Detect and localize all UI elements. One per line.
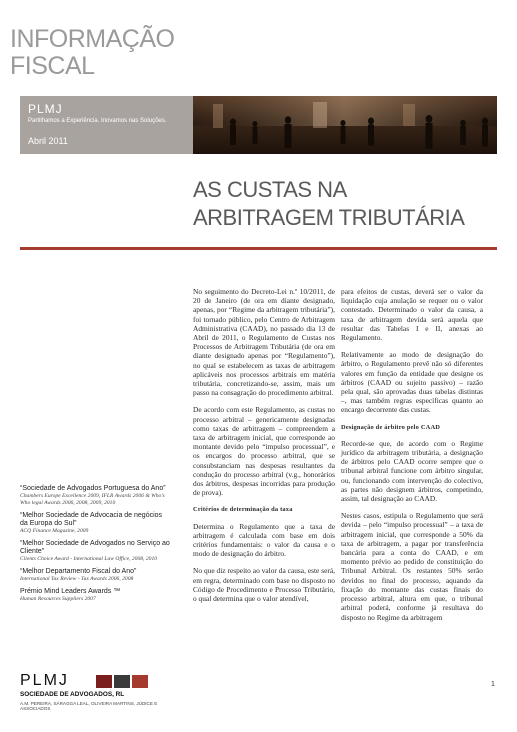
logo-square bbox=[114, 675, 130, 688]
section-heading: Designação de árbitro pelo CAAD bbox=[341, 423, 441, 431]
paragraph: De acordo com este Regulamento, as custas no processo arbitral – genericamente designadas como taxas de arbitragem – compreendem a taxa de arbitragem inicial, que corresponde ao montante devido pelo “impulso processual”, e os encargos do processo arbitral, que se consubstanciam nas despesas resultantes da condução do processo arbitral (v.g., honorários dos árbitros, despesas incorridas para produção de prova). bbox=[193, 405, 335, 498]
paragraph: No seguimento do Decreto-Lei n.º 10/2011, de 20 de Janeiro (de ora em diante designado, apenas, por “Regime da arbitragem tributária”), foi tornado público, pelo Centro de Arbitragem Administrativa (CAAD), no passado dia 13 de Abril de 2011, o Regulamento de Custas nos Processos de Arbitragem Tributária (de ora em diante designado apenas por “Regulamento”), no qual se estabelecem as taxas de arbitragem aplicáveis nos processos arbitrais em matéria tributária, concretizando-se, assim, mais um passo na consagração do procedimento arbitral. bbox=[193, 287, 335, 398]
paragraph: Relativamente ao modo de designação do árbitro, o Regulamento prevê não só diferentes valores em função da entidade que designe os árbitros (CAAD ou sujeito passivo) – razão pela qual, são aprovadas duas tabelas distintas –, mas também regras específicas quanto ao encargo decorrente das custas. bbox=[341, 350, 483, 415]
brand-name: PLMJ bbox=[28, 102, 63, 116]
award-title: Prémio Mind Leaders Awards ™ bbox=[20, 588, 121, 596]
paragraph: Nestes casos, estipula o Regulamento que será devida – pelo “impulso processual” – a taxa de arbitragem inicial, que corresponde a 50% da taxa de arbitragem, a pagar por transferência bancária para a conta do CAAD, e em momento prévio ao pedido de constituição do Tribunal Arbitral. Os restantes 50% serão devidos no final do processo, aquando da fixação do montante das custas finais do processo arbitral, altura em que, o tribunal arbitral poderá, conforme já resultava do disposto no Regime da arbitragem bbox=[341, 511, 483, 622]
award-item bbox=[20, 540, 170, 563]
issue-date: Abril 2011 bbox=[28, 136, 68, 146]
publication-title-line1: INFORMAÇÃO bbox=[10, 25, 175, 53]
awards-list bbox=[20, 485, 170, 608]
paragraph: Recorde-se que, de acordo com o Regime jurídico da arbitragem tributária, a designação de árbitros pelo CAAD ocorre sempre que o tribunal arbitral funcione com árbitro singular, ou, funcionando com intervenção do colectivo, as partes não designem árbitros, competindo, assim, tal designação ao CAAD. bbox=[341, 438, 483, 504]
brand-panel bbox=[20, 96, 193, 154]
award-item bbox=[20, 485, 170, 507]
award-title: “Sociedade de Advogados Portuguesa do Ano” bbox=[20, 485, 166, 492]
logo-square bbox=[96, 675, 112, 688]
award-title: “Melhor Sociedade de Advocacia de negócios da Europa do Sul” bbox=[20, 511, 163, 527]
award-source: Human Resources Suppliers 2007 bbox=[20, 596, 96, 603]
award-item bbox=[20, 588, 170, 603]
award-title: “Melhor Sociedade de Advogados no Serviço ao Cliente” bbox=[20, 540, 170, 556]
firm-logo bbox=[20, 672, 170, 712]
award-source: Chambers Europe Excellence 2009, IFLR Awards 2006 & Who’s Who legal Awards 2006, 2008, 2009, 2010 bbox=[20, 493, 165, 506]
logo-wordmark: PLMJ bbox=[20, 672, 69, 689]
brand-tagline: Partilhamos a Experiência. Inovamos nas Soluções. bbox=[28, 118, 167, 124]
paragraph: No que diz respeito ao valor da causa, este será, em regra, determinado com base no disposto no Código de Procedimento e Processo Tributário, o qual determina que o valor atendível, bbox=[193, 566, 335, 604]
article-title bbox=[193, 176, 493, 232]
award-title: “Melhor Departamento Fiscal do Ano” bbox=[20, 568, 137, 576]
award-item bbox=[20, 512, 170, 535]
page-number: 1 bbox=[491, 681, 495, 688]
article-title-line1: AS CUSTAS NA bbox=[193, 177, 347, 202]
article-column-2 bbox=[341, 287, 483, 630]
paragraph: para efeitos de custas, deverá ser o valor da liquidação cuja anulação se requer ou o valor contestado. Determinado o valor da causa, a taxa de arbitragem devida será aquela que resultar das Tabelas I e II, anexas ao Regulamento. bbox=[341, 287, 483, 343]
article-column-1 bbox=[193, 287, 335, 611]
people-walking-photo bbox=[193, 96, 497, 154]
paragraph: Determina o Regulamento que a taxa de arbitragem é calculada com base em dois critérios fundamentais: o valor da causa e o modo de designação do árbitro. bbox=[193, 521, 335, 559]
award-source: Clients Choice Award - International Law Office, 2008, 2010 bbox=[20, 556, 158, 563]
award-item bbox=[20, 568, 170, 583]
logo-partners: A.M. PEREIRA, SÁRAGGA LEAL, OLIVEIRA MARTINS, JÚDICE E ASSOCIADOS bbox=[20, 701, 158, 712]
logo-firm-name: SOCIEDADE DE ADVOGADOS, RL bbox=[20, 691, 125, 698]
section-heading: Critérios de determinação da taxa bbox=[193, 506, 293, 514]
publication-title-line2: FISCAL bbox=[10, 52, 95, 80]
title-divider bbox=[20, 247, 497, 250]
publication-title bbox=[10, 26, 174, 80]
logo-square bbox=[132, 675, 148, 688]
article-title-line2: ARBITRAGEM TRIBUTÁRIA bbox=[193, 205, 465, 230]
award-source: ACQ Finance Magazine, 2009 bbox=[20, 528, 89, 535]
header-band bbox=[20, 96, 497, 154]
award-source: International Tax Review - Tax Awards 2006, 2008 bbox=[20, 576, 134, 583]
